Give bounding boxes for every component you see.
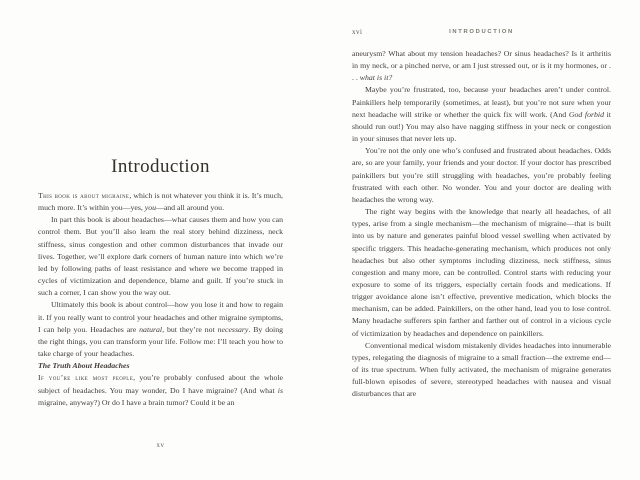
folio-right: xvi [352,28,363,36]
text-run: —and all around you. [156,203,225,213]
text-run: , but they’re not [162,324,218,334]
text-run: You’re not the only one who’s confused and frustrated about headaches. Odds are, so are your family, your friends and your doctor. If your doctor has prescribed painkillers but you’re still struggling with headaches, you’re probably feeling frustrated with each other. No wonder. You and your doctor are dealing with headaches the wrong way. [352,146,611,204]
chapter-title: Introduction [111,156,210,177]
paragraph [352,340,611,401]
paragraph [38,190,283,214]
paragraph [352,145,611,206]
text-run: Ultimately this book is about control—how you lose it and how to regain it. If you really want to control your headaches and other migraine symptoms, I can help you. Headaches are [38,300,283,334]
text-run: , which is not whatever you think it is. It’s much, much more. It’s within you—yes, [38,191,283,213]
text-run: Conventional medical wisdom mistakenly divides headaches into innumerable types, relegating the diagnosis of migraine to a small fraction—the extreme end—of its true spectrum. When fully activated, the mechanism of migraine generates full-blown episodes of severe, stereotyped headaches with nausea and visual disturbances that are [352,340,611,399]
left-body-text [38,190,283,409]
paragraph [352,206,611,340]
text-run: In part this book is about headaches—what causes them and how you can control them. But you’ll also learn the real story behind dizziness, neck stiffness, sinus congestion and other common disturbances that invade our lives. Together, we’ll explore dark corners of human nature into which we’re led by following paths of least resistance and where we become trapped in cycles of victimization and dependence, blame and guilt. If you’re stuck in such a corner, I can show you the way out. [38,215,283,298]
text-run: aneurysm? What about my tension headaches? Or sinus headaches? Is it arthritis in my neck, or a pinched nerve, or am I just stressed out, or is it my hormones, or . . . [352,49,611,83]
right-body-text [352,48,611,401]
right-page-header [352,28,611,40]
text-run: what is it? [359,73,393,83]
text-run: migraine, anyway?) Or do I have a brain tumor? Could it be an [38,397,235,407]
paragraph [352,48,611,84]
running-head: INTRODUCTION [449,29,514,35]
text-run: it should run out!) You may also have nagging stiffness in your neck or congestion in your sinuses that never lets up. [352,109,611,144]
text-run: you [144,203,157,213]
text-run: natural [139,324,163,334]
paragraph [38,214,283,299]
text-run: The right way begins with the knowledge that nearly all headaches, of all types, arise from a single mechanism—the mechanism of migraine—that is built into us by nature and generates painful blood vessel swelling when activated by specific triggers. This headache-generating mechanism, which produces not only headaches but also other symptoms including dizziness, neck stiffness, sinus congestion and many more, can be controlled. Control starts with reducing your exposure to some of its triggers, especially certain foods and medications. If trigger avoidance alone isn’t effective, preventive medication, which blocks the mechanism, can be added. Painkillers, on the other hand, lead you to lose control. Many headache sufferers spin farther and farther out of control in a vicious cycle of victimization by headaches and dependence on painkillers. [352,207,611,338]
text-run: . By doing the right things, you can transform your life. Follow me: I’ll teach you how to take charge of your headaches. [38,324,283,359]
paragraph [352,84,611,145]
text-run: God forbid [568,109,604,119]
text-run: is [277,385,283,395]
section-subheading: The Truth About Headaches [38,361,130,371]
text-run: necessary [217,324,249,334]
paragraph [38,372,283,408]
text-run: Maybe you’re frustrated, too, because your headaches aren’t under control. Painkillers help temporarily (sometimes, at least), but you’re not sure when your next headache will strike or whether the quick fix will work. (And [352,85,611,119]
text-run: If you’re like most people [38,373,134,383]
page-left [38,0,283,480]
text-run: , you’re probably confused about the whole subject of headaches. You may wonder, Do I have migraine? (And what [38,373,283,395]
folio-left: xv [156,442,165,449]
text-run: This book is about migraine [38,191,130,200]
page-right [352,0,611,480]
paragraph [38,299,283,360]
